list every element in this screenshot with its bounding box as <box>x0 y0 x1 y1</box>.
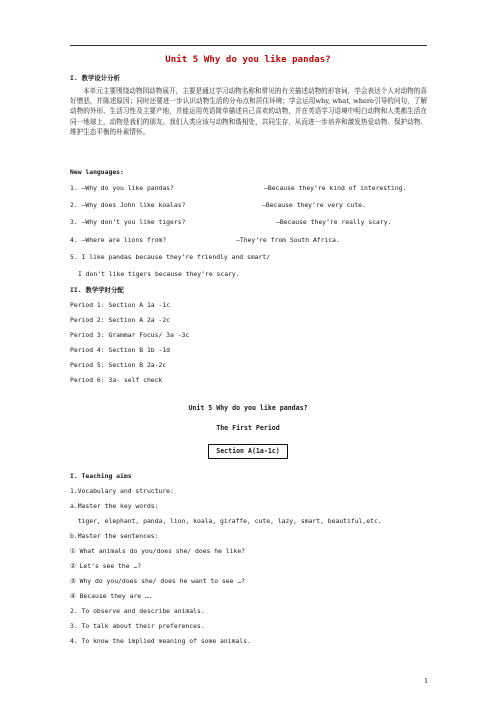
section1-paragraph: 本单元主要围绕动物园动物展开，主要是通过学习动物名称和常见的有关描述动物的形容词，学会表达个人对动物的喜好憎恶，并陈述原因；同时还要进一步认识动物生活的分布点和居住环境；学会运用why, what, where引导的问句，了解动物的外形、生活习性及主要产地，并能运用英语简单描述自己喜欢的动物，并在英语学习语境中明白动物和人类都生活在同一地球上，动物是我们的朋友。我们人类应该与动物和谐相处，共同生存，从而进一步培养和激发热爱动物、保护动物、维护生态平衡的朴素情怀。 <box>70 87 427 136</box>
period-item: Period 5: Section B 2a-2c <box>70 361 167 369</box>
dialogue-q3: 3. —Why don’t you like tigers? <box>70 218 186 226</box>
page-number: 1 <box>424 677 429 685</box>
aims-line: ③ Why do you/does she/ does he want to see …? <box>70 577 246 585</box>
period-item: Period 4: Section B 1b -1d <box>70 346 171 354</box>
document-title: Unit 5 Why do you like pandas? <box>165 55 331 65</box>
new-languages-heading: New languages: <box>70 168 124 176</box>
sentence-5b: I don’t like tigers because they’re scary. <box>78 270 240 278</box>
lesson-title: Unit 5 Why do you like pandas? <box>188 404 308 412</box>
teaching-aims-heading: I. Teaching aims <box>70 472 132 480</box>
aims-line: b.Master the sentences: <box>70 532 159 540</box>
aims-line: tiger, elephant, panda, lion, koala, giraffe, cute, lazy, smart, beautiful,etc. <box>70 517 382 525</box>
period-item: Period 2: Section A 2a -2c <box>70 316 171 324</box>
dialogue-a2: —Because they’re very cute. <box>262 201 366 209</box>
aims-line: ② Let’s see the …? <box>70 562 142 570</box>
period-title: The First Period <box>216 424 280 432</box>
aims-line: ④ Because they are …. <box>70 592 153 600</box>
section2-heading: II. 教学学时分配 <box>70 286 124 294</box>
period-item: Period 1: Section A 1a -1c <box>70 301 171 309</box>
aims-line: 4. To know the implied meaning of some animals. <box>70 637 251 645</box>
dialogue-q4: 4. —Where are lions from? <box>70 236 167 244</box>
sentence-5a: 5. I like pandas because they’re friendly and smart/ <box>70 253 271 261</box>
header-rule <box>70 45 427 46</box>
section1-heading: I. 教学设计分析 <box>70 74 120 82</box>
section-box: Section A(1a-1c) <box>208 444 288 459</box>
aims-line: 1.Vocabulary and structure: <box>70 487 174 495</box>
aims-line: a.Master the key words: <box>70 502 159 510</box>
dialogue-q1: 1. —Why do you like pandas? <box>70 184 174 192</box>
dialogue-q2: 2. —Why does John like koalas? <box>70 201 186 209</box>
aims-line: ① What animals do you/does she/ does he like? <box>70 547 246 555</box>
aims-line: 2. To observe and describe animals. <box>70 607 205 615</box>
dialogue-a1: —Because they’re kind of interesting. <box>264 184 407 192</box>
period-item: Period 6: 3a- self check <box>70 376 163 384</box>
period-item: Period 3: Grammar Focus/ 3a -3c <box>70 331 190 339</box>
dialogue-a3: —Because they’re really scary. <box>276 218 392 226</box>
dialogue-a4: —They’re from South Africa. <box>236 236 340 244</box>
aims-line: 3. To talk about their preferences. <box>70 622 205 630</box>
